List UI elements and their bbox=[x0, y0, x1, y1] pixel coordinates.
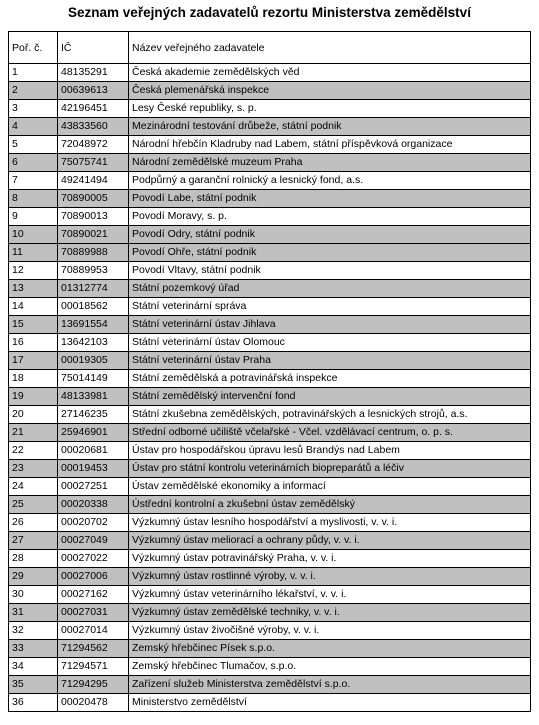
cell-ic: 01312774 bbox=[58, 280, 129, 298]
cell-name: Státní zkušebna zemědělských, potravinářských a lesnických strojů, a.s. bbox=[129, 406, 531, 424]
cell-ic: 00027031 bbox=[58, 604, 129, 622]
table-row bbox=[9, 316, 531, 334]
table-row bbox=[9, 82, 531, 100]
cell-name: Zemský hřebčinec Tlumačov, s.p.o. bbox=[129, 658, 531, 676]
table-row bbox=[9, 388, 531, 406]
document-title: Seznam veřejných zadavatelů rezortu Ministerstva zemědělství bbox=[68, 5, 471, 20]
cell-name: Povodí Labe, státní podnik bbox=[129, 190, 531, 208]
table-row bbox=[9, 550, 531, 568]
cell-ic: 00639613 bbox=[58, 82, 129, 100]
cell-name: Výzkumný ústav rostlinné výroby, v. v. i. bbox=[129, 568, 531, 586]
table-row bbox=[9, 208, 531, 226]
cell-ic: 00027162 bbox=[58, 586, 129, 604]
cell-ic: 00027006 bbox=[58, 568, 129, 586]
column-header-name: Název veřejného zadavatele bbox=[129, 32, 531, 64]
cell-number: 13 bbox=[9, 280, 58, 298]
cell-name: Výzkumný ústav lesního hospodářství a myslivosti, v. v. i. bbox=[129, 514, 531, 532]
cell-ic: 48135291 bbox=[58, 64, 129, 82]
cell-ic: 70890021 bbox=[58, 226, 129, 244]
cell-ic: 13691554 bbox=[58, 316, 129, 334]
cell-ic: 00020478 bbox=[58, 694, 129, 712]
table-header-row bbox=[9, 32, 531, 64]
cell-name: Střední odborné učiliště včelařské - Včel. vzdělávací centrum, o. p. s. bbox=[129, 424, 531, 442]
cell-ic: 70889988 bbox=[58, 244, 129, 262]
table-row bbox=[9, 640, 531, 658]
table-body bbox=[9, 64, 531, 712]
cell-name: Česká plemenářská inspekce bbox=[129, 82, 531, 100]
cell-number: 20 bbox=[9, 406, 58, 424]
cell-name: Mezinárodní testování drůbeže, státní podnik bbox=[129, 118, 531, 136]
cell-number: 28 bbox=[9, 550, 58, 568]
cell-ic: 75075741 bbox=[58, 154, 129, 172]
table-row bbox=[9, 442, 531, 460]
cell-number: 10 bbox=[9, 226, 58, 244]
cell-name: Povodí Odry, státní podnik bbox=[129, 226, 531, 244]
table-row bbox=[9, 514, 531, 532]
cell-ic: 49241494 bbox=[58, 172, 129, 190]
cell-name: Státní zemědělská a potravinářská inspekce bbox=[129, 370, 531, 388]
table-row bbox=[9, 172, 531, 190]
cell-name: Výzkumný ústav zemědělské techniky, v. v. i. bbox=[129, 604, 531, 622]
cell-name: Státní veterinární ústav Praha bbox=[129, 352, 531, 370]
cell-ic: 70890013 bbox=[58, 208, 129, 226]
cell-ic: 75014149 bbox=[58, 370, 129, 388]
cell-ic: 00019305 bbox=[58, 352, 129, 370]
cell-number: 30 bbox=[9, 586, 58, 604]
table-row bbox=[9, 568, 531, 586]
cell-name: Podpůrný a garanční rolnický a lesnický fond, a.s. bbox=[129, 172, 531, 190]
cell-ic: 43833560 bbox=[58, 118, 129, 136]
cell-name: Státní veterinární správa bbox=[129, 298, 531, 316]
cell-ic: 00020681 bbox=[58, 442, 129, 460]
cell-ic: 13642103 bbox=[58, 334, 129, 352]
cell-number: 32 bbox=[9, 622, 58, 640]
table-row bbox=[9, 676, 531, 694]
cell-number: 16 bbox=[9, 334, 58, 352]
table-row bbox=[9, 136, 531, 154]
table-row bbox=[9, 622, 531, 640]
cell-number: 3 bbox=[9, 100, 58, 118]
cell-ic: 00020338 bbox=[58, 496, 129, 514]
cell-ic: 71294562 bbox=[58, 640, 129, 658]
table-row bbox=[9, 226, 531, 244]
cell-name: Ústav pro hospodářskou úpravu lesů Brandýs nad Labem bbox=[129, 442, 531, 460]
cell-name: Povodí Moravy, s. p. bbox=[129, 208, 531, 226]
cell-number: 18 bbox=[9, 370, 58, 388]
cell-ic: 00018562 bbox=[58, 298, 129, 316]
cell-number: 1 bbox=[9, 64, 58, 82]
cell-ic: 71294571 bbox=[58, 658, 129, 676]
table-row bbox=[9, 478, 531, 496]
table-row bbox=[9, 64, 531, 82]
column-header-number: Poř. č. bbox=[9, 32, 58, 64]
table-row bbox=[9, 604, 531, 622]
cell-number: 5 bbox=[9, 136, 58, 154]
cell-name: Ústřední kontrolní a zkušební ústav zemědělský bbox=[129, 496, 531, 514]
cell-ic: 00019453 bbox=[58, 460, 129, 478]
table-row bbox=[9, 694, 531, 712]
cell-name: Zemský hřebčinec Písek s.p.o. bbox=[129, 640, 531, 658]
cell-name: Státní pozemkový úřad bbox=[129, 280, 531, 298]
cell-ic: 70889953 bbox=[58, 262, 129, 280]
cell-number: 23 bbox=[9, 460, 58, 478]
cell-ic: 00027049 bbox=[58, 532, 129, 550]
cell-number: 6 bbox=[9, 154, 58, 172]
table-row bbox=[9, 460, 531, 478]
cell-ic: 48133981 bbox=[58, 388, 129, 406]
cell-ic: 71294295 bbox=[58, 676, 129, 694]
cell-ic: 27146235 bbox=[58, 406, 129, 424]
table-row bbox=[9, 190, 531, 208]
cell-name: Výzkumný ústav potravinářský Praha, v. v. i. bbox=[129, 550, 531, 568]
cell-number: 36 bbox=[9, 694, 58, 712]
cell-name: Výzkumný ústav meliorací a ochrany půdy, v. v. i. bbox=[129, 532, 531, 550]
cell-name: Ústav zemědělské ekonomiky a informací bbox=[129, 478, 531, 496]
table-row bbox=[9, 496, 531, 514]
cell-number: 21 bbox=[9, 424, 58, 442]
cell-ic: 42196451 bbox=[58, 100, 129, 118]
cell-name: Zařízení služeb Ministerstva zemědělství s.p.o. bbox=[129, 676, 531, 694]
cell-number: 7 bbox=[9, 172, 58, 190]
table-row bbox=[9, 424, 531, 442]
cell-ic: 00027014 bbox=[58, 622, 129, 640]
cell-number: 24 bbox=[9, 478, 58, 496]
cell-name: Státní veterinární ústav Jihlava bbox=[129, 316, 531, 334]
cell-name: Lesy České republiky, s. p. bbox=[129, 100, 531, 118]
cell-name: Povodí Vltavy, státní podnik bbox=[129, 262, 531, 280]
cell-name: Povodí Ohře, státní podnik bbox=[129, 244, 531, 262]
cell-number: 33 bbox=[9, 640, 58, 658]
table-row bbox=[9, 370, 531, 388]
table-row bbox=[9, 280, 531, 298]
cell-number: 15 bbox=[9, 316, 58, 334]
cell-name: Ústav pro státní kontrolu veterinárních biopreparátů a léčiv bbox=[129, 460, 531, 478]
table-row bbox=[9, 118, 531, 136]
cell-number: 8 bbox=[9, 190, 58, 208]
cell-name: Výzkumný ústav živočišné výroby, v. v. i. bbox=[129, 622, 531, 640]
cell-number: 9 bbox=[9, 208, 58, 226]
table-row bbox=[9, 154, 531, 172]
cell-number: 26 bbox=[9, 514, 58, 532]
cell-number: 35 bbox=[9, 676, 58, 694]
cell-name: Výzkumný ústav veterinárního lékařství, v. v. i. bbox=[129, 586, 531, 604]
table-row bbox=[9, 406, 531, 424]
cell-name: Ministerstvo zemědělství bbox=[129, 694, 531, 712]
table-row bbox=[9, 298, 531, 316]
cell-ic: 70890005 bbox=[58, 190, 129, 208]
table-row bbox=[9, 352, 531, 370]
cell-ic: 25946901 bbox=[58, 424, 129, 442]
column-header-ic: IČ bbox=[58, 32, 129, 64]
table-row bbox=[9, 262, 531, 280]
cell-ic: 72048972 bbox=[58, 136, 129, 154]
cell-number: 19 bbox=[9, 388, 58, 406]
cell-number: 27 bbox=[9, 532, 58, 550]
cell-name: Česká akademie zemědělských věd bbox=[129, 64, 531, 82]
cell-number: 22 bbox=[9, 442, 58, 460]
table-row bbox=[9, 532, 531, 550]
cell-number: 2 bbox=[9, 82, 58, 100]
cell-ic: 00027251 bbox=[58, 478, 129, 496]
cell-ic: 00020702 bbox=[58, 514, 129, 532]
cell-name: Státní veterinární ústav Olomouc bbox=[129, 334, 531, 352]
cell-number: 17 bbox=[9, 352, 58, 370]
cell-name: Státní zemědělský intervenční fond bbox=[129, 388, 531, 406]
table-row bbox=[9, 334, 531, 352]
cell-ic: 00027022 bbox=[58, 550, 129, 568]
cell-number: 12 bbox=[9, 262, 58, 280]
authorities-table bbox=[8, 31, 531, 712]
cell-number: 14 bbox=[9, 298, 58, 316]
cell-number: 31 bbox=[9, 604, 58, 622]
table-row bbox=[9, 658, 531, 676]
cell-number: 4 bbox=[9, 118, 58, 136]
cell-number: 29 bbox=[9, 568, 58, 586]
table-row bbox=[9, 100, 531, 118]
table-row bbox=[9, 244, 531, 262]
cell-name: Národní hřebčín Kladruby nad Labem, státní příspěvková organizace bbox=[129, 136, 531, 154]
table-row bbox=[9, 586, 531, 604]
cell-number: 25 bbox=[9, 496, 58, 514]
cell-name: Národní zemědělské muzeum Praha bbox=[129, 154, 531, 172]
cell-number: 34 bbox=[9, 658, 58, 676]
cell-number: 11 bbox=[9, 244, 58, 262]
